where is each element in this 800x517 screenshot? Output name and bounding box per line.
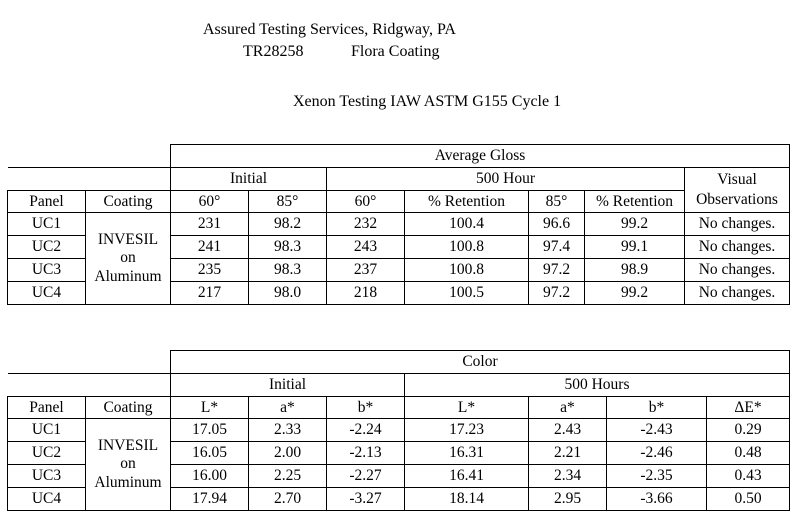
blank-corner-2 — [8, 374, 171, 397]
value-cell: 99.2 — [585, 282, 685, 305]
value-cell: 98.9 — [585, 259, 685, 282]
blank-corner — [8, 351, 171, 374]
value-cell: 98.3 — [249, 259, 327, 282]
value-cell: -2.24 — [327, 419, 405, 442]
value-cell: 218 — [327, 282, 405, 305]
value-cell: -2.43 — [607, 419, 707, 442]
value-cell: 0.29 — [707, 419, 790, 442]
value-cell: -3.66 — [607, 488, 707, 511]
gloss-group-title: Average Gloss — [171, 145, 790, 168]
value-cell: 17.05 — [171, 419, 249, 442]
value-cell: 18.14 — [405, 488, 529, 511]
value-cell: 97.4 — [529, 236, 585, 259]
col-initial-b: b* — [327, 397, 405, 419]
value-cell: 98.2 — [249, 213, 327, 236]
value-cell: 0.48 — [707, 442, 790, 465]
value-cell: 98.0 — [249, 282, 327, 305]
coating-cell — [86, 419, 171, 511]
value-cell: 100.8 — [405, 236, 529, 259]
table-row — [8, 213, 790, 236]
observation-cell: No changes. — [685, 236, 790, 259]
value-cell: 217 — [171, 282, 249, 305]
col-500-a: a* — [529, 397, 607, 419]
value-cell: 2.43 — [529, 419, 607, 442]
color-group-title: Color — [171, 351, 790, 374]
lab-name: Assured Testing Services, Ridgway, PA — [203, 21, 456, 38]
color-500hours-header: 500 Hours — [405, 374, 790, 397]
observation-cell: No changes. — [685, 282, 790, 305]
col-500-60: 60° — [327, 191, 405, 213]
value-cell: -2.35 — [607, 465, 707, 488]
coating-cell — [86, 213, 171, 305]
value-cell: 16.31 — [405, 442, 529, 465]
color-initial-header: Initial — [171, 374, 405, 397]
value-cell: 98.3 — [249, 236, 327, 259]
col-initial-85: 85° — [249, 191, 327, 213]
col-500-60-retention: % Retention — [405, 191, 529, 213]
coating-line: on — [120, 249, 136, 267]
value-cell: 231 — [171, 213, 249, 236]
col-panel: Panel — [8, 191, 86, 213]
coating-line: INVESIL — [97, 436, 159, 454]
panel-cell: UC4 — [8, 282, 86, 305]
value-cell: 2.00 — [249, 442, 327, 465]
gloss-table — [7, 144, 790, 305]
coating-line: Aluminum — [94, 473, 162, 491]
value-cell: 16.41 — [405, 465, 529, 488]
value-cell: 2.34 — [529, 465, 607, 488]
col-initial-60: 60° — [171, 191, 249, 213]
value-cell: 97.2 — [529, 282, 585, 305]
value-cell: 2.21 — [529, 442, 607, 465]
col-500-L: L* — [405, 397, 529, 419]
panel-cell: UC2 — [8, 236, 86, 259]
value-cell: 100.4 — [405, 213, 529, 236]
value-cell: 243 — [327, 236, 405, 259]
panel-cell: UC3 — [8, 259, 86, 282]
blank-corner — [8, 145, 171, 168]
value-cell: 237 — [327, 259, 405, 282]
col-500-85-retention: % Retention — [585, 191, 685, 213]
value-cell: 2.70 — [249, 488, 327, 511]
col-500-b: b* — [607, 397, 707, 419]
value-cell: 0.50 — [707, 488, 790, 511]
panel-cell: UC3 — [8, 465, 86, 488]
col-panel: Panel — [8, 397, 86, 419]
coating-line: INVESIL — [97, 230, 159, 248]
value-cell: 16.00 — [171, 465, 249, 488]
col-initial-a: a* — [249, 397, 327, 419]
value-cell: 97.2 — [529, 259, 585, 282]
observation-cell: No changes. — [685, 213, 790, 236]
gloss-initial-header: Initial — [171, 168, 327, 191]
report-number: TR28258 — [243, 43, 304, 60]
value-cell: 99.2 — [585, 213, 685, 236]
gloss-500hour-header: 500 Hour — [327, 168, 685, 191]
value-cell: 17.23 — [405, 419, 529, 442]
client-name: Flora Coating — [351, 43, 440, 60]
value-cell: -2.27 — [327, 465, 405, 488]
value-cell: 0.43 — [707, 465, 790, 488]
value-cell: -2.46 — [607, 442, 707, 465]
value-cell: 235 — [171, 259, 249, 282]
value-cell: -2.13 — [327, 442, 405, 465]
value-cell: 96.6 — [529, 213, 585, 236]
observation-cell: No changes. — [685, 259, 790, 282]
value-cell: 99.1 — [585, 236, 685, 259]
value-cell: 2.25 — [249, 465, 327, 488]
blank-corner-2 — [8, 168, 171, 191]
visual-observations-header: Visual Observations — [685, 168, 790, 213]
value-cell: 2.95 — [529, 488, 607, 511]
panel-cell: UC1 — [8, 419, 86, 442]
panel-cell: UC1 — [8, 213, 86, 236]
col-coating: Coating — [86, 397, 171, 419]
col-coating: Coating — [86, 191, 171, 213]
coating-line: on — [120, 455, 136, 473]
value-cell: 100.5 — [405, 282, 529, 305]
col-delta-e: ΔE* — [707, 397, 790, 419]
panel-cell: UC2 — [8, 442, 86, 465]
color-table — [7, 350, 790, 511]
panel-cell: UC4 — [8, 488, 86, 511]
value-cell: 100.8 — [405, 259, 529, 282]
table-row — [8, 419, 790, 442]
value-cell: 241 — [171, 236, 249, 259]
value-cell: 2.33 — [249, 419, 327, 442]
col-initial-L: L* — [171, 397, 249, 419]
coating-line: Aluminum — [94, 267, 162, 285]
value-cell: -3.27 — [327, 488, 405, 511]
value-cell: 232 — [327, 213, 405, 236]
value-cell: 17.94 — [171, 488, 249, 511]
col-500-85: 85° — [529, 191, 585, 213]
value-cell: 16.05 — [171, 442, 249, 465]
test-title: Xenon Testing IAW ASTM G155 Cycle 1 — [293, 93, 562, 110]
